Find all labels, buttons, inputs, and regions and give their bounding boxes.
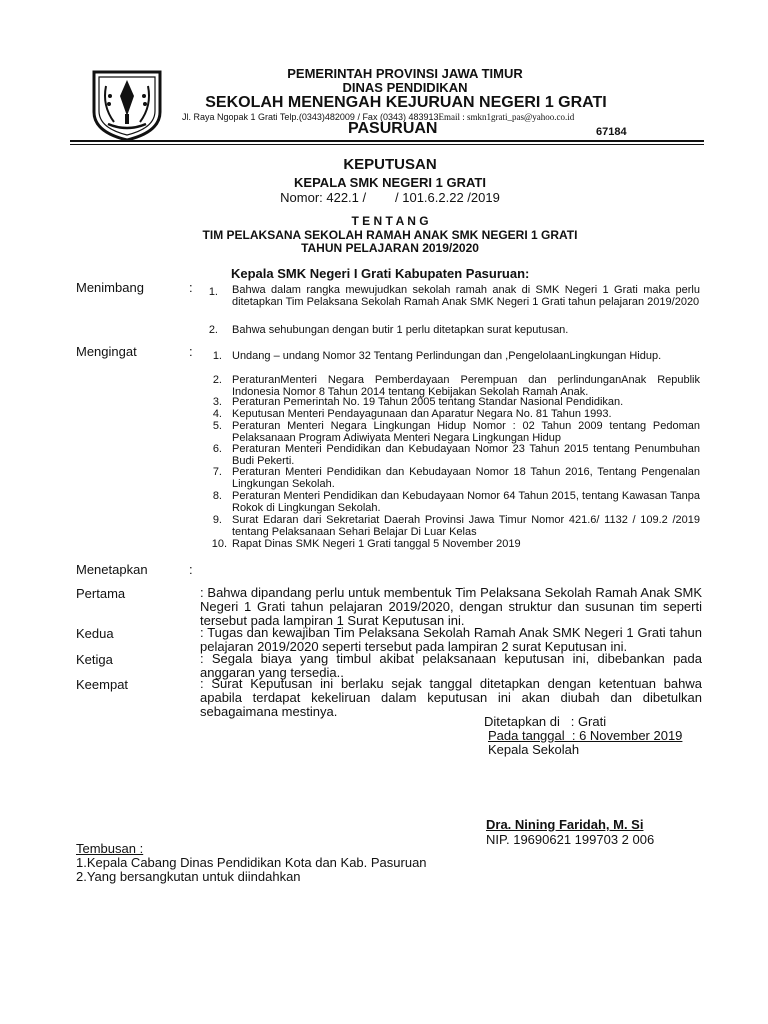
mengingat-num-8: 8.	[212, 490, 222, 502]
keempat-text: : Surat Keputusan ini berlaku sejak tanggal ditetapkan dengan ketentuan bahwa apabila terdapat kekeliruan dalam keputusan ini akan diubah dan dibetulkan sebagaimana mestinya.	[200, 676, 702, 719]
tentang-heading: T E N T A N G	[351, 214, 429, 228]
mengingat-item-2: PeraturanMenteri Negara Pemberdayaan Perempuan dan perlindunganAnak Republik Indonesia Nomor 8 Tahun 2014 tentang Kebijakan Sekolah Ramah Anak.	[232, 374, 700, 398]
tembusan-item-1: 1.Kepala Cabang Dinas Pendidikan Kota dan Kab. Pasuruan	[76, 855, 427, 870]
mengingat-label: Mengingat	[76, 344, 137, 359]
pertama-text: : Bahwa dipandang perlu untuk membentuk Tim Pelaksana Sekolah Ramah Anak SMK Negeri 1 Grati tahun pelajaran 2019/2020, dengan struktur dan susunan tim seperti tersebut pada lampiran 1 Surat Keputusan ini.	[200, 585, 702, 628]
email-text: Email : smkn1grati_pas@yahoo.co.id	[438, 112, 575, 122]
document-number: Nomor: 422.1 / / 101.6.2.22 /2019	[280, 190, 500, 205]
header-department: DINAS PENDIDIKAN	[342, 80, 468, 95]
menimbang-num-1: 1.	[208, 286, 218, 298]
mengingat-item-4: Keputusan Menteri Pendayagunaan dan Aparatur Negara No. 81 Tahun 1993.	[232, 408, 612, 420]
mengingat-num-4: 4.	[212, 408, 222, 420]
mengingat-item-8: Peraturan Menteri Pendidikan dan Kebudayaan Nomor 64 Tahun 2015, tentang Kawasan Tanpa Rokok di Lingkungan Sekolah.	[232, 490, 700, 514]
provincial-emblem-logo	[88, 66, 166, 144]
mengingat-item-7: Peraturan Menteri Pendidikan dan Kebudayaan Nomor 18 Tahun 2016, Tentang Pengenalan Lingkungan Sekolah.	[232, 466, 700, 490]
mengingat-num-7: 7.	[212, 466, 222, 478]
signatory-name: Dra. Nining Faridah, M. Si	[486, 817, 644, 832]
signature-date: Pada tanggal : 6 November 2019	[488, 728, 683, 743]
mengingat-num-6: 6.	[212, 443, 222, 455]
issuer-statement: Kepala SMK Negeri I Grati Kabupaten Pasuruan:	[231, 266, 530, 281]
header-school-name: SEKOLAH MENENGAH KEJURUAN NEGERI 1 GRATI	[205, 94, 607, 111]
address-text: Jl. Raya Ngopak 1 Grati Telp.(0343)482009 / Fax (0343) 483913	[182, 112, 439, 122]
tembusan-title: Tembusan :	[76, 841, 144, 856]
menimbang-colon: :	[189, 280, 193, 295]
tembusan-item-2: 2.Yang bersangkutan untuk diindahkan	[76, 869, 301, 884]
mengingat-num-5: 5.	[212, 420, 222, 432]
signatory-nip: NIP. 19690621 199703 2 006	[486, 832, 655, 847]
mengingat-item-3: Peraturan Pemerintah No. 19 Tahun 2005 tentang Standar Nasional Pendidikan.	[232, 396, 624, 408]
subject-line-1: TIM PELAKSANA SEKOLAH RAMAH ANAK SMK NEGERI 1 GRATI	[202, 228, 578, 242]
mengingat-item-10: Rapat Dinas SMK Negeri 1 Grati tanggal 5 November 2019	[232, 538, 521, 550]
header-divider-thick	[70, 140, 704, 142]
mengingat-num-9: 9.	[212, 514, 222, 526]
mengingat-num-2: 2.	[212, 374, 222, 386]
document-title: KEPUTUSAN	[343, 156, 437, 173]
mengingat-num-10: 10.	[211, 538, 227, 550]
kedua-label: Kedua	[76, 626, 114, 641]
menimbang-item-2: Bahwa sehubungan dengan butir 1 perlu ditetapkan surat keputusan.	[232, 324, 569, 336]
signature-position: Kepala Sekolah	[488, 742, 580, 757]
menimbang-item-1: Bahwa dalam rangka mewujudkan sekolah ramah anak di SMK Negeri 1 Grati maka perlu ditetapkan Tim Pelaksana Sekolah Ramah Anak SMK Negeri 1 Grati tahun pelajaran 2019/2020	[232, 284, 700, 308]
header-divider-thin	[70, 144, 704, 145]
header-postcode: 67184	[596, 126, 627, 138]
mengingat-item-5: Peraturan Menteri Negara Lingkungan Hidup Nomor : 02 Tahun 2009 tentang Pedoman Pelaksanaan Program Adiwiyata Menteri Negara Lingkungan Hidup	[232, 420, 700, 444]
mengingat-num-1: 1.	[212, 350, 222, 362]
kedua-text: : Tugas dan kewajiban Tim Pelaksana Sekolah Ramah Anak SMK Negeri 1 Grati tahun pelajaran 2019/2020 seperti tersebut pada lampiran 2 surat Keputusan ini.	[200, 625, 702, 654]
header-city: PASURUAN	[348, 120, 438, 137]
header-government: PEMERINTAH PROVINSI JAWA TIMUR	[287, 66, 523, 81]
document-issuer-title: KEPALA SMK NEGERI 1 GRATI	[294, 175, 486, 190]
menimbang-num-2: 2.	[208, 324, 218, 336]
pertama-label: Pertama	[76, 586, 126, 601]
ketiga-label: Ketiga	[76, 652, 113, 667]
menetapkan-colon: :	[189, 562, 193, 577]
menetapkan-label: Menetapkan	[76, 562, 148, 577]
mengingat-num-3: 3.	[212, 396, 222, 408]
mengingat-colon: :	[189, 344, 193, 359]
mengingat-item-9: Surat Edaran dari Sekretariat Daerah Provinsi Jawa Timur Nomor 421.6/ 1132 / 109.2 /2019 tentang Pelaksanaan Sehari Belajar Di Luar Kelas	[232, 514, 700, 538]
signature-place: Ditetapkan di : Grati	[484, 714, 607, 729]
menimbang-label: Menimbang	[76, 280, 144, 295]
keempat-label: Keempat	[76, 677, 129, 692]
mengingat-item-1: Undang – undang Nomor 32 Tentang Perlindungan dan ,PengelolaanLingkungan Hidup.	[232, 350, 662, 362]
subject-line-2: TAHUN PELAJARAN 2019/2020	[301, 241, 479, 255]
ketiga-text: : Segala biaya yang timbul akibat pelaksanaan keputusan ini, dibebankan pada anggaran yang tersedia..	[200, 651, 702, 680]
mengingat-item-6: Peraturan Menteri Pendidikan dan Kebudayaan Nomor 23 Tahun 2015 tentang Penumbuhan Budi Pekerti.	[232, 443, 700, 467]
